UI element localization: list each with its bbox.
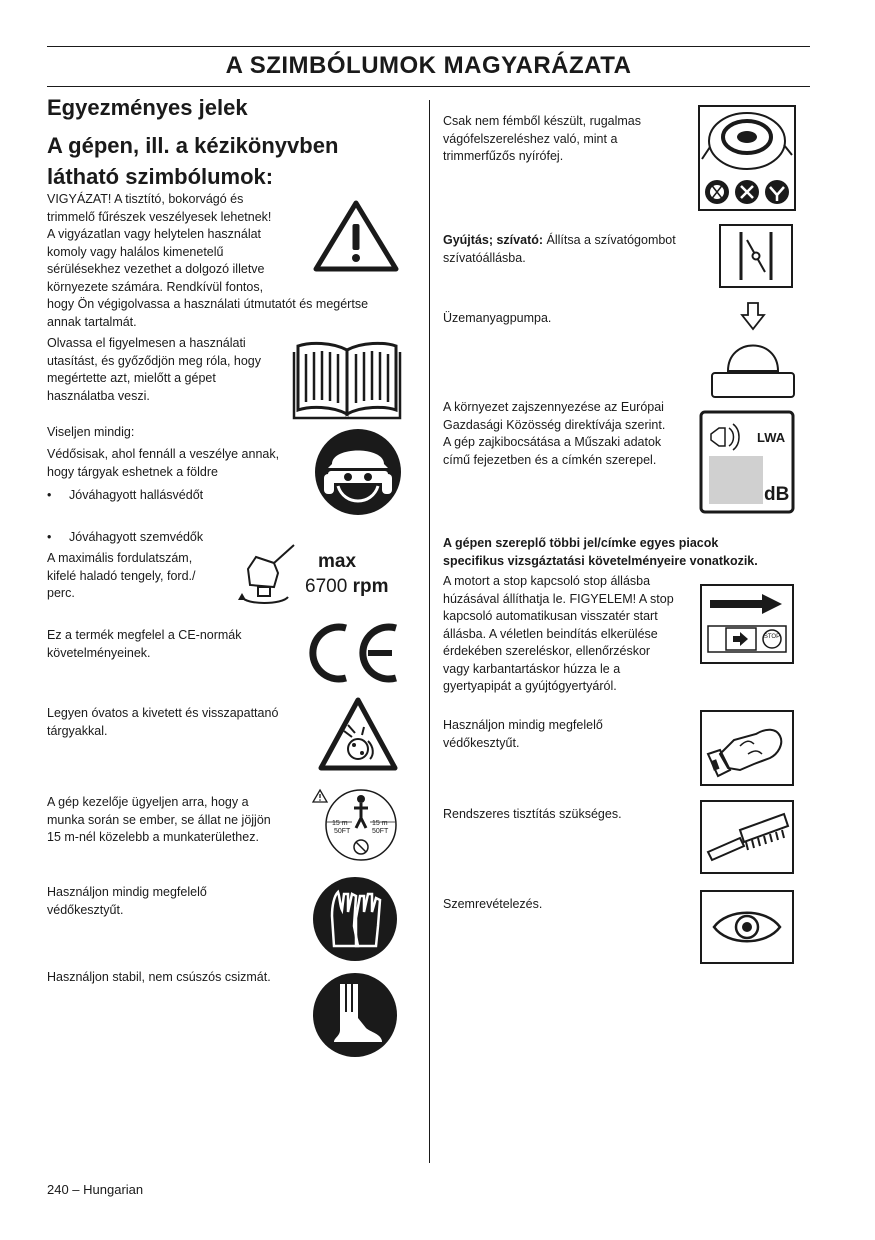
manual-text: Olvassa el figyelmesen a használati utasítást, és győződjön meg róla, hogy megértette azt, mielőtt a gépet használatba veszi.: [47, 336, 262, 403]
gloves-text-left: Használjon mindig megfelelő védőkesztyűt.: [47, 885, 207, 917]
title-underline: [47, 86, 810, 87]
distance-left-m: 15 m: [332, 820, 348, 827]
fuel-pump-icon: [710, 301, 796, 399]
work-glove-icon: [700, 710, 794, 786]
noise-lwa-label: LWA: [757, 430, 786, 445]
helmet-text: Védősisak, ahol fennáll a veszélye annak, hogy tárgyak eshetnek a földre: [47, 447, 280, 479]
warning-triangle-icon: [313, 200, 399, 272]
other-symbols-heading: A gépen szereplő többi jel/címke egyes piacok specifikus vizsgáztatási követelményeire vonatkozik.: [443, 536, 758, 568]
gloves-icon: [312, 876, 398, 962]
top-rule: [47, 46, 810, 47]
noise-text: A környezet zajszennyezése az Európai Gazdasági Közösség direktívája szerint. A gép zajkibocsátása a Műszaki adatok című fejezetben és a címkén szerepel.: [443, 400, 666, 467]
rpm-shaft-icon: [238, 543, 300, 609]
safety-distance-text: A gép kezelője ügyeljen arra, hogy a munka során se ember, se állat ne jöjjön 15 m-nél közelebb a munkaterülethez.: [47, 795, 271, 844]
open-book-icon: [292, 340, 402, 420]
helmet-icon: [314, 428, 402, 516]
column-divider: [429, 100, 430, 1163]
thrown-objects-icon: [318, 697, 398, 771]
distance-left-ft: 50FT: [334, 828, 351, 835]
trimmer-head-icon: [698, 105, 796, 211]
distance-right-ft: 50FT: [372, 828, 389, 835]
inspection-text: Szemrevételezés.: [443, 897, 543, 911]
section-heading: Egyezményes jelek: [47, 95, 248, 120]
trimmer-head-text: Csak nem fémből készült, rugalmas vágófelszereléshez való, mint a trimmerfűzős nyírófej.: [443, 114, 641, 163]
warning-text: VIGYÁZAT! A tisztító, bokorvágó és trimmelő fűrészek veszélyesek lehetnek! A vigyázatlan vagy helytelen használat komoly vagy halálos kimenetelű sérülésekhez vezethet a dolgozó illetve környezete számára. Rendkívül fontos, hogy Ön végigolvassa a használati útmutatót és megértse annak tartalmát.: [47, 192, 369, 329]
rpm-max-label: max: [318, 551, 357, 572]
ce-mark-icon: [304, 620, 400, 686]
bullet-hearing: • Jóváhagyott hallásvédőt: [47, 487, 875, 505]
boots-text: Használjon stabil, nem csúszós csizmát.: [47, 970, 271, 984]
stop-switch-text: A motort a stop kapcsoló stop állásba húzásával állíthatja le. FIGYELEM! A stop kapcsoló automatikusan visszatér start állásba. A véletlen beindítás elkerülése érdekében szereléskor, ellenőrzéskor vagy karbantartáskor húzza le a gyertyapipát a gyújtógyertyáról.: [443, 574, 674, 693]
page-footer: 240 – Hungarian: [47, 1182, 144, 1197]
noise-db-label: dB: [764, 484, 790, 505]
stop-label: STOP: [763, 634, 781, 640]
thrown-objects-text: Legyen óvatos a kivetett és visszapattanó tárgyakkal.: [47, 706, 279, 738]
subsection-heading: A gépen, ill. a kézikönyvben látható szimbólumok:: [47, 133, 339, 189]
rpm-text: A maximális fordulatszám, kifelé haladó tengely, ford./ perc.: [47, 551, 196, 600]
ce-text: Ez a termék megfelel a CE-normák követelményeinek.: [47, 628, 242, 660]
distance-right-m: 15 m: [372, 820, 388, 827]
bullet-eye: • Jóváhagyott szemvédők: [47, 529, 875, 547]
choke-text: Gyújtás; szívató: Állítsa a szívatógombot szívatóállásba.: [443, 233, 676, 265]
brush-icon: [700, 800, 794, 874]
eye-icon: [700, 890, 794, 964]
stop-switch-icon: [700, 584, 794, 664]
wear-always-label: Viseljen mindig:: [47, 425, 135, 439]
gloves-text-right: Használjon mindig megfelelő védőkesztyűt.: [443, 718, 603, 750]
fuel-pump-text: Üzemanyagpumpa.: [443, 311, 552, 325]
choke-icon: [719, 224, 793, 288]
cleaning-text: Rendszeres tisztítás szükséges.: [443, 807, 622, 821]
choke-label: Gyújtás; szívató:: [443, 233, 544, 247]
rpm-value: [305, 576, 388, 598]
page-title: A SZIMBÓLUMOK MAGYARÁZATA: [225, 52, 632, 79]
rpm-unit: rpm: [352, 576, 389, 597]
boots-icon: [312, 972, 398, 1058]
rpm-number: 6700: [305, 576, 348, 597]
